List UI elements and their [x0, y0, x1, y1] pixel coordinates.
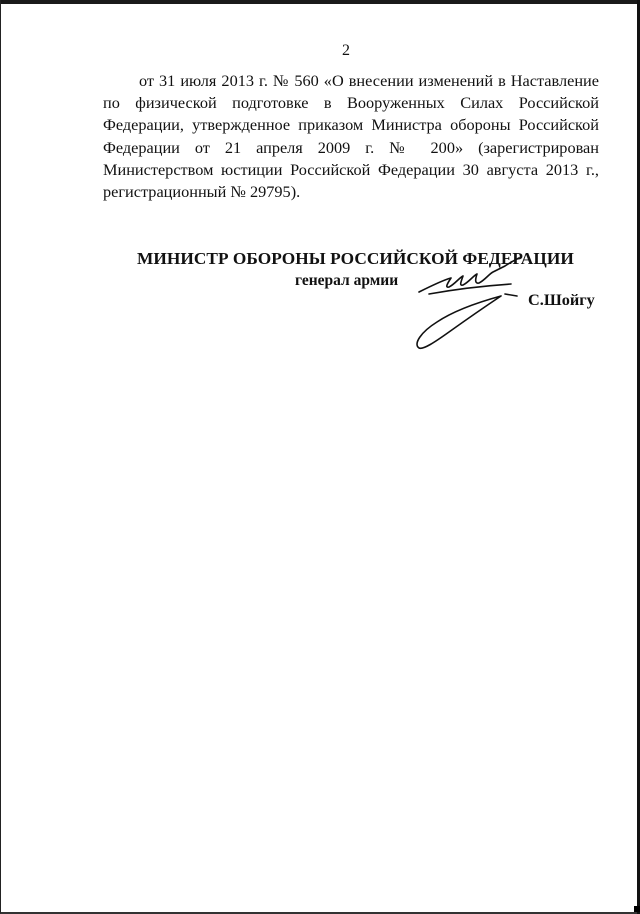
- signatory-name: С.Шойгу: [528, 290, 595, 309]
- page-number: 2: [342, 42, 350, 59]
- scan-edge-top: [1, 0, 640, 4]
- handwritten-signature: [401, 250, 541, 360]
- body-paragraph: от 31 июля 2013 г. № 560 «О внесении изменений в Наставление по физической подготовке в Вооруженных Силах Российской Федерации, утвержденное приказом Министра обороны Российской Федерации от 21 апреля 2009 г. № 200» (зарегистрирован Министерством юстиции Российской Федерации 30 августа 2013 г., регистрационный № 29795).: [103, 71, 599, 202]
- signatory-title: МИНИСТР ОБОРОНЫ РОССИЙСКОЙ ФЕДЕРАЦИИ: [137, 249, 574, 268]
- signatory-rank: генерал армии: [295, 272, 399, 289]
- scan-corner-mark: [634, 906, 640, 912]
